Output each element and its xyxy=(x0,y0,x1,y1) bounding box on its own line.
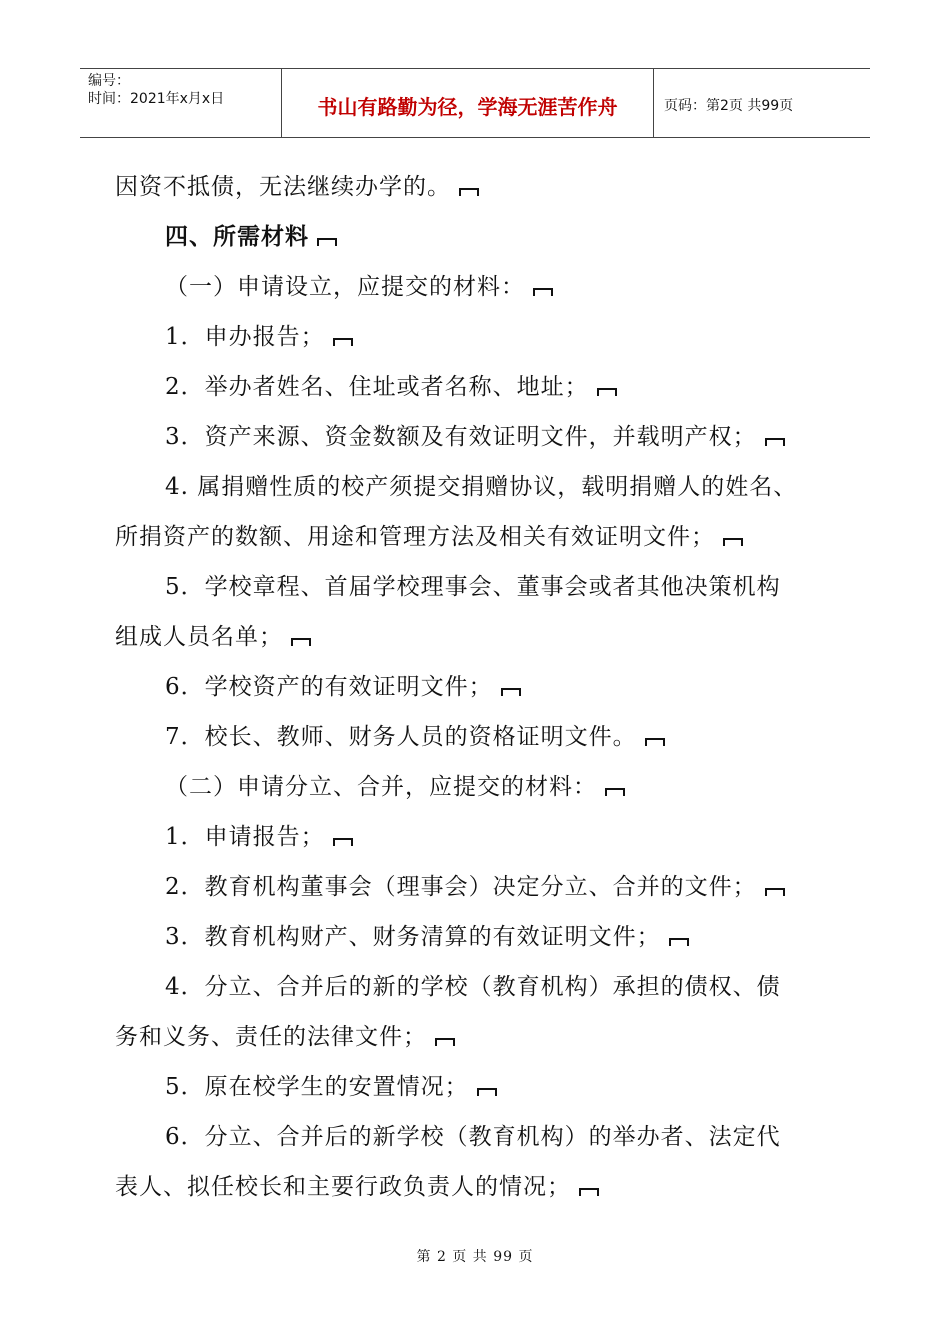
list-item-continuation: 所捐资产的数额、用途和管理方法及相关有效证明文件； xyxy=(115,512,840,562)
document-body xyxy=(115,162,840,1212)
paragraph-mark-icon xyxy=(579,1187,599,1197)
list-item: 4. 属捐赠性质的校产须提交捐赠协议，载明捐赠人的姓名、 xyxy=(165,474,798,500)
paragraph-mark-icon xyxy=(333,837,353,847)
paragraph-mark-icon xyxy=(533,287,553,297)
paragraph-mark-icon xyxy=(317,237,337,247)
list-item-continuation: 表人、拟任校长和主要行政负责人的情况； xyxy=(115,1162,840,1212)
header-page-info: 页码：第2页 共99页 xyxy=(664,98,794,114)
page-footer: 第 2 页 共 99 页 xyxy=(416,1249,534,1265)
list-item: 2．教育机构董事会（理事会）决定分立、合并的文件； xyxy=(115,862,840,912)
paragraph-line: （二）申请分立、合并，应提交的材料： xyxy=(115,762,840,812)
paragraph-mark-icon xyxy=(291,637,311,647)
paragraph-mark-icon xyxy=(477,1087,497,1097)
paragraph-mark-icon xyxy=(765,887,785,897)
paragraph-mark-icon xyxy=(645,737,665,747)
list-item: 6．学校资产的有效证明文件； xyxy=(115,662,840,712)
list-item: 4．分立、合并后的新的学校（教育机构）承担的债权、债 xyxy=(165,974,781,1000)
list-item: 1．申请报告； xyxy=(115,812,840,862)
list-item-continuation: 务和义务、责任的法律文件； xyxy=(115,1012,840,1062)
document-time-label: 时间：2021年x月x日 xyxy=(88,91,225,107)
paragraph-mark-icon xyxy=(723,537,743,547)
paragraph-mark-icon xyxy=(459,187,479,197)
paragraph-mark-icon xyxy=(333,337,353,347)
list-item: 5．原在校学生的安置情况； xyxy=(115,1062,840,1112)
paragraph-mark-icon xyxy=(765,437,785,447)
paragraph-mark-icon xyxy=(501,687,521,697)
list-item: 3．教育机构财产、财务清算的有效证明文件； xyxy=(115,912,840,962)
list-item: 2．举办者姓名、住址或者名称、地址； xyxy=(115,362,840,412)
header-motto: 书山有路勤为径，学海无涯苦作舟 xyxy=(282,69,654,137)
list-item-continuation: 组成人员名单； xyxy=(115,612,840,662)
document-number-label: 编号： xyxy=(88,73,130,89)
list-item: 7．校长、教师、财务人员的资格证明文件。 xyxy=(115,712,840,762)
paragraph-line: （一）申请设立，应提交的材料： xyxy=(115,262,840,312)
paragraph-mark-icon xyxy=(435,1037,455,1047)
header-meta xyxy=(80,69,282,137)
paragraph-mark-icon xyxy=(669,937,689,947)
paragraph-mark-icon xyxy=(597,387,617,397)
paragraph-mark-icon xyxy=(605,787,625,797)
section-heading: 四、所需材料 xyxy=(115,212,840,262)
list-item: 1．申办报告； xyxy=(115,312,840,362)
list-item: 5．学校章程、首届学校理事会、董事会或者其他决策机构 xyxy=(165,574,781,600)
page-header xyxy=(80,68,870,138)
list-item: 3．资产来源、资金数额及有效证明文件，并载明产权； xyxy=(115,412,840,462)
paragraph-line: 因资不抵债，无法继续办学的。 xyxy=(115,162,840,212)
list-item: 6．分立、合并后的新学校（教育机构）的举办者、法定代 xyxy=(165,1124,781,1150)
